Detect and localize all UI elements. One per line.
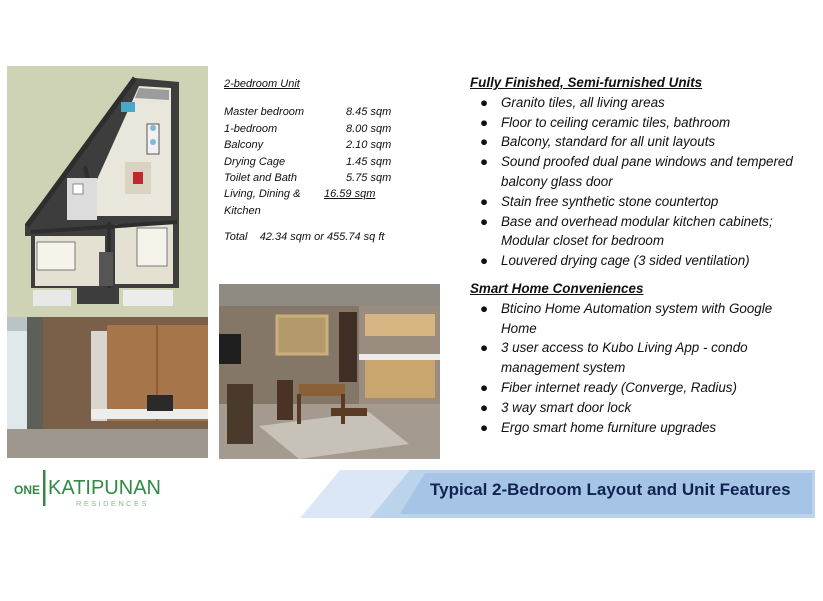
- bedroom-photo: [7, 317, 208, 458]
- list-item: ● Base and overhead modular kitchen cabinets; Modular closet for bedroom: [480, 213, 773, 249]
- bullet-icon: ●: [480, 253, 489, 269]
- features-list: [470, 93, 800, 271]
- one-katipunan-logo: [14, 466, 174, 514]
- list-item: ● Bticino Home Automation system with Google Home: [480, 300, 773, 336]
- list-item: ● Fiber internet ready (Converge, Radius): [470, 378, 800, 398]
- list-item: ● Louvered drying cage (3 sided ventilation): [470, 251, 800, 271]
- area-row: [224, 104, 424, 120]
- area-row: [224, 137, 424, 153]
- bullet-icon: ●: [480, 340, 489, 356]
- floor-plan-image: [7, 66, 208, 317]
- bullet-icon: ●: [480, 193, 489, 209]
- area-name: 1-bedroom: [224, 122, 278, 135]
- area-name: Kitchen: [224, 204, 261, 217]
- logo-one: ONE: [14, 483, 41, 497]
- list-item: ● Stain free synthetic stone countertop: [470, 192, 800, 212]
- area-value: 2.10 sqm: [346, 139, 392, 152]
- list-item: ● Granito tiles, all living areas: [470, 93, 800, 113]
- list-item: ● Floor to ceiling ceramic tiles, bathroom: [470, 113, 800, 133]
- bullet-icon: ●: [480, 419, 489, 435]
- area-name: Balcony: [224, 139, 264, 152]
- bullet-icon: ●: [480, 134, 489, 150]
- bullet-icon: ●: [480, 213, 489, 229]
- bullet-icon: ●: [480, 154, 489, 170]
- bullet-icon: ●: [480, 114, 489, 130]
- total-value: 42.34 sqm or 455.74 sq ft: [259, 231, 385, 244]
- area-value: 5.75 sqm: [346, 172, 392, 185]
- smart-home-list: [470, 299, 800, 438]
- area-name: Toilet and Bath: [224, 172, 297, 185]
- list-item: ● 3 user access to Kubo Living App - condo management system: [480, 340, 748, 376]
- area-name: Drying Cage: [224, 155, 286, 168]
- bullet-icon: ●: [480, 379, 489, 395]
- area-row: [224, 186, 424, 202]
- list-item: ● Balcony, standard for all unit layouts: [470, 132, 800, 152]
- features-title: Fully Finished, Semi-furnished Units: [470, 75, 703, 90]
- area-value: 8.45 sqm: [346, 106, 392, 119]
- bullet-icon: ●: [480, 300, 489, 316]
- features-panel: [470, 73, 800, 445]
- area-name: Living, Dining &: [224, 188, 301, 201]
- area-value: 1.45 sqm: [346, 155, 392, 168]
- area-row: [224, 203, 424, 219]
- area-row: [224, 170, 424, 186]
- bullet-icon: ●: [480, 94, 489, 110]
- logo-name: KATIPUNAN: [48, 477, 161, 499]
- total-area: [224, 229, 424, 245]
- area-row: [224, 121, 424, 137]
- list-item: ● Sound proofed dual pane windows and tempered balcony glass door: [480, 154, 793, 189]
- banner-title: Typical 2-Bedroom Layout and Unit Features: [430, 480, 791, 499]
- bullet-icon: ●: [480, 399, 489, 415]
- list-item: ● Ergo smart home furniture upgrades: [470, 418, 800, 438]
- area-value: 16.59 sqm: [324, 188, 376, 201]
- living-room-photo: [219, 284, 440, 459]
- logo-sub: RESIDENCES: [76, 499, 149, 508]
- area-row: [224, 154, 424, 170]
- logo-divider: [43, 470, 46, 506]
- area-value: 8.00 sqm: [346, 122, 392, 135]
- total-label: Total: [224, 231, 248, 244]
- unit-specs: [224, 76, 424, 246]
- smart-home-title: Smart Home Conveniences: [470, 280, 644, 296]
- list-item: ● 3 way smart door lock: [470, 398, 800, 418]
- area-name: Master bedroom: [224, 106, 305, 119]
- unit-title: 2-bedroom Unit: [224, 78, 300, 90]
